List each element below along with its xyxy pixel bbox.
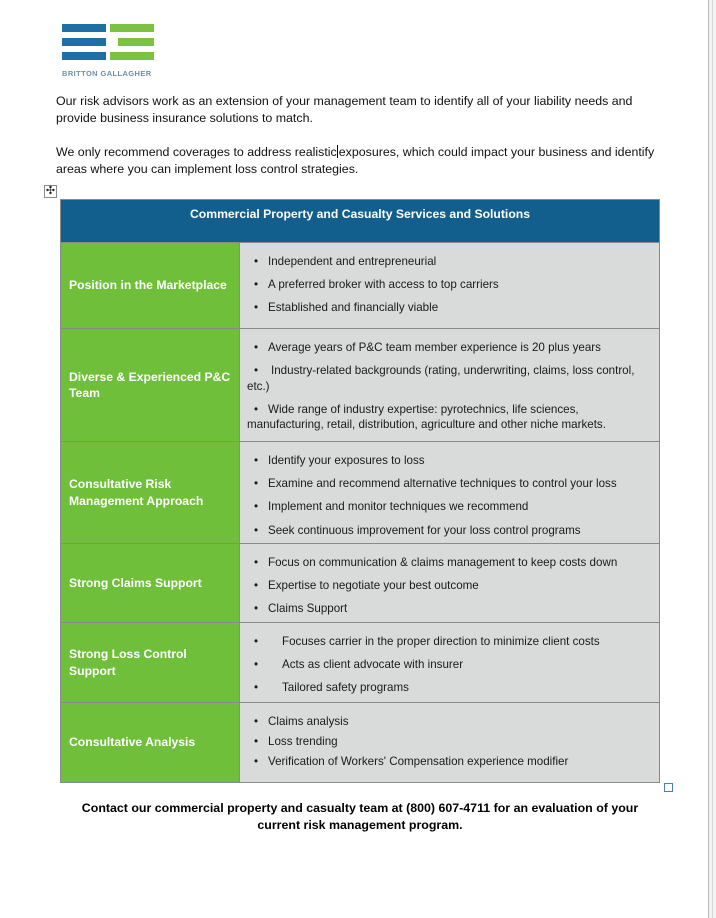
table-row	[61, 442, 660, 544]
logo-blue-bar	[62, 52, 106, 60]
list-item-text: Industry-related backgrounds (rating, underwriting, claims, loss control, etc.)	[247, 364, 635, 393]
list-item: • Tailored safety programs	[282, 680, 653, 696]
list-item-text: Focuses carrier in the proper direction to minimize client costs	[282, 635, 600, 648]
list-item: • Verification of Workers' Compensation experience modifier	[268, 754, 653, 770]
list-item: • Identify your exposures to loss	[268, 453, 653, 469]
services-table	[60, 199, 660, 783]
row-label: Strong Loss Control Support	[61, 623, 240, 703]
logo-blue-bar	[62, 38, 106, 46]
table-row	[61, 544, 660, 623]
logo-green-bar	[110, 52, 154, 60]
row-items	[240, 703, 660, 783]
list-item: • A preferred broker with access to top carriers	[268, 277, 653, 293]
list-item: • Seek continuous improvement for your loss control programs	[268, 523, 653, 539]
table-move-handle-icon[interactable]: ✣	[45, 185, 56, 197]
table-row	[61, 243, 660, 329]
list-item: • Focus on communication & claims management to keep costs down	[268, 555, 653, 571]
list-item: • Acts as client advocate with insurer	[282, 657, 653, 673]
intro-paragraph-2-part-1: We only recommend coverages to address realistic	[56, 145, 337, 159]
logo-text: BRITTON GALLAGHER	[62, 69, 152, 78]
list-item: • Wide range of industry expertise: pyrotechnics, life sciences, manufacturing, retail, distribution, agriculture and other niche markets.	[247, 402, 606, 432]
list-item: • Average years of P&C team member experience is 20 plus years	[268, 340, 653, 356]
row-items	[240, 623, 660, 703]
list-item: • Loss trending	[268, 734, 653, 750]
list-item	[282, 634, 653, 650]
list-item: • Claims analysis	[268, 714, 653, 730]
list-item: • Expertise to negotiate your best outcome	[268, 578, 653, 594]
logo-green-bar	[110, 24, 154, 32]
table-row	[61, 329, 660, 442]
table-header-row	[61, 200, 660, 243]
list-item: • Claims Support	[268, 601, 653, 617]
row-items	[240, 442, 660, 544]
row-label: Consultative Risk Management Approach	[61, 442, 240, 544]
row-items	[240, 544, 660, 623]
table-resize-handle[interactable]	[664, 783, 673, 792]
intro-paragraph-1: Our risk advisors work as an extension of your management team to identify all of your liability needs and provide business insurance solutions to match.	[56, 94, 633, 125]
intro-paragraph-2-part-2: exposures, which could impact your business and identify areas where you can implement loss control strategies.	[56, 145, 655, 176]
logo-green-bar	[118, 38, 154, 46]
list-item: • Industry-related backgrounds (rating, underwriting, claims, loss control, etc.)	[247, 364, 635, 393]
list-item: • Examine and recommend alternative techniques to control your loss	[268, 476, 653, 492]
row-label: Position in the Marketplace	[61, 243, 240, 329]
table-row	[61, 703, 660, 783]
list-item: • Implement and monitor techniques we recommend	[268, 499, 653, 515]
row-label: Consultative Analysis	[61, 703, 240, 783]
list-item-text: Wide range of industry expertise: pyrotechnics, life sciences, manufacturing, retail, distribution, agriculture and other niche markets.	[247, 402, 606, 432]
row-items	[240, 243, 660, 329]
table-title: Commercial Property and Casualty Services and Solutions	[61, 200, 660, 243]
row-label: Diverse & Experienced P&C Team	[61, 329, 240, 442]
row-label: Strong Claims Support	[61, 544, 240, 623]
page-edge	[708, 0, 716, 918]
list-item: • Established and financially viable	[268, 300, 653, 316]
intro-paragraph-2	[56, 144, 656, 177]
contact-footer: Contact our commercial property and casualty team at (800) 607-4711 for an evaluation of your current risk management program.	[81, 801, 639, 832]
table-row	[61, 623, 660, 703]
logo-blue-bar	[62, 24, 106, 32]
row-items	[240, 329, 660, 442]
list-item: • Independent and entrepreneurial	[268, 254, 653, 270]
